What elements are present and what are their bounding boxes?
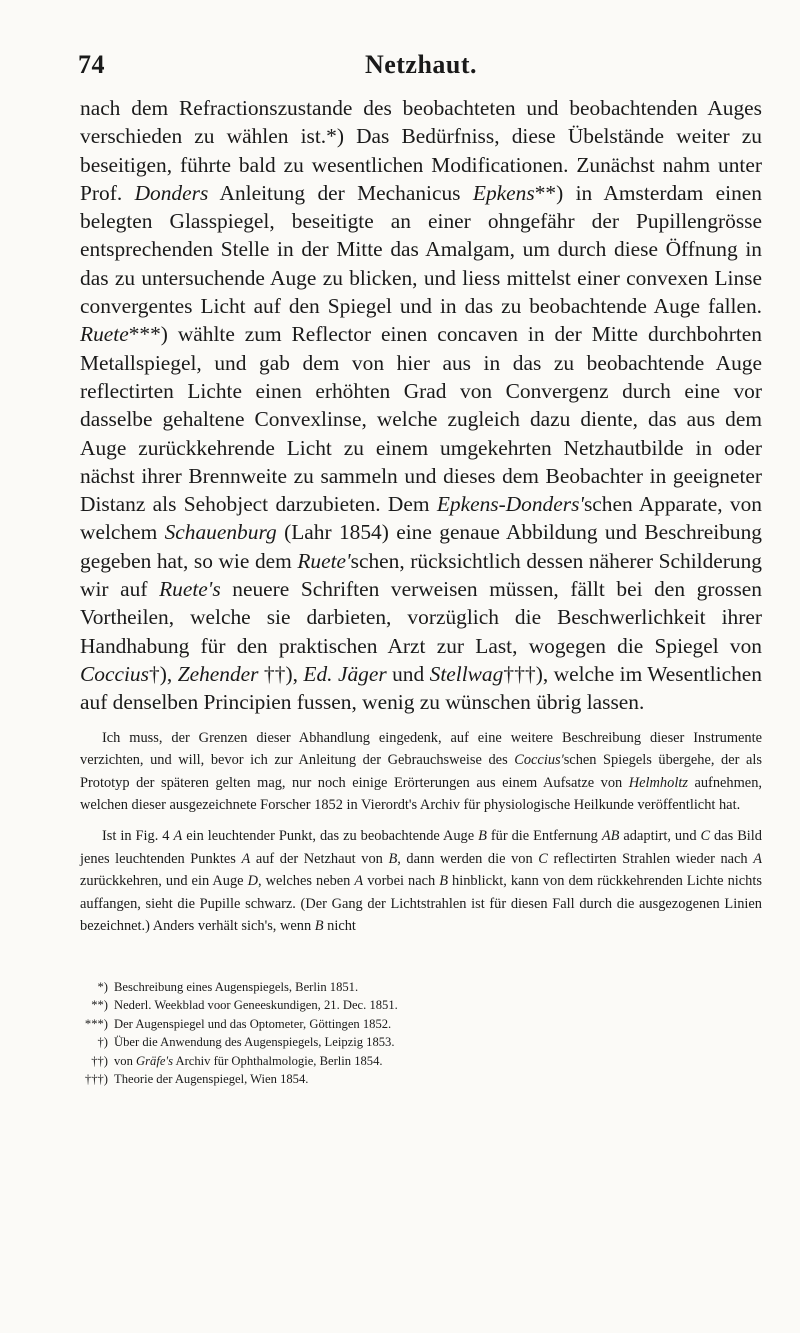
small-text-italic-run: C xyxy=(538,850,548,867)
footnote-mark: ††) xyxy=(91,1053,108,1068)
footnotes xyxy=(80,978,762,1088)
footnote-run: Theorie der Augenspiegel, Wien 1854. xyxy=(114,1071,309,1086)
footnote xyxy=(80,1052,762,1070)
main-text-italic-run: Ruete' xyxy=(297,548,351,573)
main-text-run: †), xyxy=(148,661,178,686)
footnote-text xyxy=(114,1033,762,1051)
small-text-italic-run: C xyxy=(700,827,711,844)
small-text-italic-run: B xyxy=(314,918,324,935)
small-text-italic-run: Coccius' xyxy=(514,752,564,769)
small-text-run: Ich muss, der Grenzen dieser Abhandlung eingedenk, auf eine weitere Beschreibung dieser Instrumente verzichten, und will, bevor ich zur Anleitung der Gebrauchsweise des xyxy=(80,729,762,769)
small-text-run: aufnehmen, welchen dieser ausgezeichnete Forscher 1852 in Vierordt's Archiv für physiologische Heilkunde veröffentlicht hat. xyxy=(80,774,762,814)
main-text-italic-run: Epkens-Donders' xyxy=(436,492,584,517)
main-text-run: neuere Schriften verweisen müssen, fällt bei den grossen Vortheilen, welche sie darbieten, vorzüglich die Beschwerlichkeit ihrer Handhabung für den praktischen Arzt zur Last, wogegen die Spiegel von xyxy=(80,577,763,658)
main-text-run: **) in Amsterdam einen belegten Glasspiegel, beseitigte an einer ohngefähr der Pupillengrösse entsprechenden Stelle in der Mitte das Amalgam, um durch diese Öffnung in das zu untersuchende Auge zu blicken, und liess mittelst einer convexen Linse convergentes Licht auf den Spiegel und in das zu beobachtende Auge fallen. xyxy=(80,180,762,319)
small-text-run: auf der Netzhaut von xyxy=(250,850,389,867)
small-text-run: nicht xyxy=(323,918,356,935)
small-text-italic-run: AB xyxy=(601,827,620,844)
main-text-run: †††), welche im Wesentlichen auf denselben Principien fussen, wenig zu wünschen übrig lassen. xyxy=(80,661,763,715)
small-text-run: , dann werden die von xyxy=(397,850,539,867)
main-text-italic-run: Donders xyxy=(134,180,209,205)
small-text-run: vorbei nach xyxy=(363,873,440,890)
small-text-italic-run: A xyxy=(354,873,364,890)
small-paragraph xyxy=(80,727,762,817)
running-title: Netzhaut. xyxy=(364,50,478,79)
main-text-run: schen, rücksichtlich dessen näherer Schilderung wir auf xyxy=(80,548,762,602)
main-text-run: und xyxy=(386,661,430,686)
footnote-text xyxy=(114,996,762,1014)
main-text-italic-run: Schauenburg xyxy=(164,520,277,545)
footnote-italic-run: Gräfe's xyxy=(136,1053,174,1068)
small-text-italic-run: Helmholtz xyxy=(628,774,688,791)
footnote-mark: ***) xyxy=(84,1016,108,1031)
main-paragraph xyxy=(80,94,762,717)
small-text-italic-run: D xyxy=(247,873,258,890)
running-head xyxy=(80,44,762,80)
footnote xyxy=(80,1070,762,1088)
small-text-run: hinblickt, kann von dem rückkehrenden Lichte nichts auffangen, sieht die Pupille schwarz. (Der Gang der Lichtstrahlen ist für diesen Fall durch die ausgezogenen Linien bezeichnet.) Anders verhält sich's, wenn xyxy=(80,873,762,935)
main-text-run: ***) wählte zum Reflector einen concaven in der Mitte durchbohrten Metallspiegel, und gab dem von hier aus in das zu beobachtende Auge reflectirten Lichte einen erhöhten Grad von Convergenz durch eine vor dasselbe gehaltene Convexlinse, welche zugleich dazu diente, das aus dem Auge zurückkehrende Licht zu einem umgekehrten Netzhautbilde in oder nächst ihrer Brennweite zu sammeln und dieses dem Beobachter in geeigneter Distanz als Sehobject darzubieten. Dem xyxy=(80,322,762,517)
main-text-run: schen Apparate, von welchem xyxy=(80,492,762,545)
page-number: 74 xyxy=(78,50,105,79)
footnote-run: Nederl. Weekblad voor Geneeskundigen, 21. Dec. 1851. xyxy=(114,998,398,1013)
main-text-italic-run: Zehender xyxy=(177,661,259,686)
book-page xyxy=(80,44,762,1088)
footnote-run: von xyxy=(114,1053,137,1068)
small-text-italic-run: A xyxy=(173,827,183,844)
main-text-run: nach dem Refractionszustande des beobachteten und beobachtenden Auges verschieden zu wählen ist.*) Das Bedürfniss, diese Übelstände weiter zu beseitigen, führte bald zu wesentlichen Modificationen. Zunächst nahm unter Prof. xyxy=(80,96,762,205)
footnote xyxy=(80,978,762,996)
footnote-mark: †††) xyxy=(84,1071,108,1086)
small-text-run: für die Entfernung xyxy=(486,827,602,844)
footnote-text xyxy=(114,1070,762,1088)
main-text-italic-run: Ed. Jäger xyxy=(303,661,387,686)
small-text-run: das Bild jenes leuchtenden Punktes xyxy=(80,827,762,867)
small-text-run: ein leuchtender Punkt, das zu beobachtende Auge xyxy=(182,827,479,844)
main-text-italic-run: Ruete xyxy=(80,322,129,347)
main-text-italic-run: Coccius xyxy=(80,661,149,686)
footnote-run: Der Augenspiegel und das Optometer, Göttingen 1852. xyxy=(114,1016,392,1031)
small-text-italic-run: B xyxy=(388,850,398,867)
small-text-run: Ist in Fig. 4 xyxy=(102,827,174,844)
small-text-run: schen Spiegels übergehe, der als Prototyp der späteren gelten mag, nur noch einige Erörterungen aus einem Aufsatze von xyxy=(80,752,762,791)
small-paragraph xyxy=(80,825,762,938)
footnote xyxy=(80,996,762,1014)
footnote-run: Beschreibung eines Augenspiegels, Berlin 1851. xyxy=(114,979,359,994)
small-print-section xyxy=(80,727,762,938)
main-text-italic-run: Stellwag xyxy=(429,661,504,686)
small-text-italic-run: B xyxy=(478,827,487,844)
small-text-italic-run: A xyxy=(241,850,251,867)
footnote-text xyxy=(114,1015,762,1033)
footnote xyxy=(80,1033,762,1051)
main-text-run: ††), xyxy=(258,661,304,686)
small-text-run: adaptirt, und xyxy=(619,827,701,844)
main-text-run: Anleitung der Mechanicus xyxy=(208,180,473,205)
small-text-run: zurückkehren, und ein Auge xyxy=(80,873,248,890)
small-text-run: reflectirten Strahlen wieder nach xyxy=(547,850,754,867)
small-text-run: , welches neben xyxy=(257,873,355,890)
main-text-run: (Lahr 1854) eine genaue Abbildung und Beschreibung gegeben hat, so wie dem xyxy=(80,520,762,573)
footnote-run: Über die Anwendung des Augenspiegels, Leipzig 1853. xyxy=(114,1035,395,1050)
main-text xyxy=(80,94,762,717)
main-text-italic-run: Ruete's xyxy=(159,577,221,602)
small-text-italic-run: B xyxy=(439,873,449,890)
footnote-text xyxy=(114,978,762,996)
small-text-italic-run: A xyxy=(753,850,763,867)
footnote-mark: **) xyxy=(91,998,108,1013)
footnote-mark: *) xyxy=(97,979,108,994)
main-text-italic-run: Epkens xyxy=(472,180,535,205)
footnote xyxy=(80,1015,762,1033)
footnote-run: Archiv für Ophthalmologie, Berlin 1854. xyxy=(173,1053,383,1068)
footnote-text xyxy=(114,1052,762,1070)
footnote-mark: †) xyxy=(97,1035,108,1050)
